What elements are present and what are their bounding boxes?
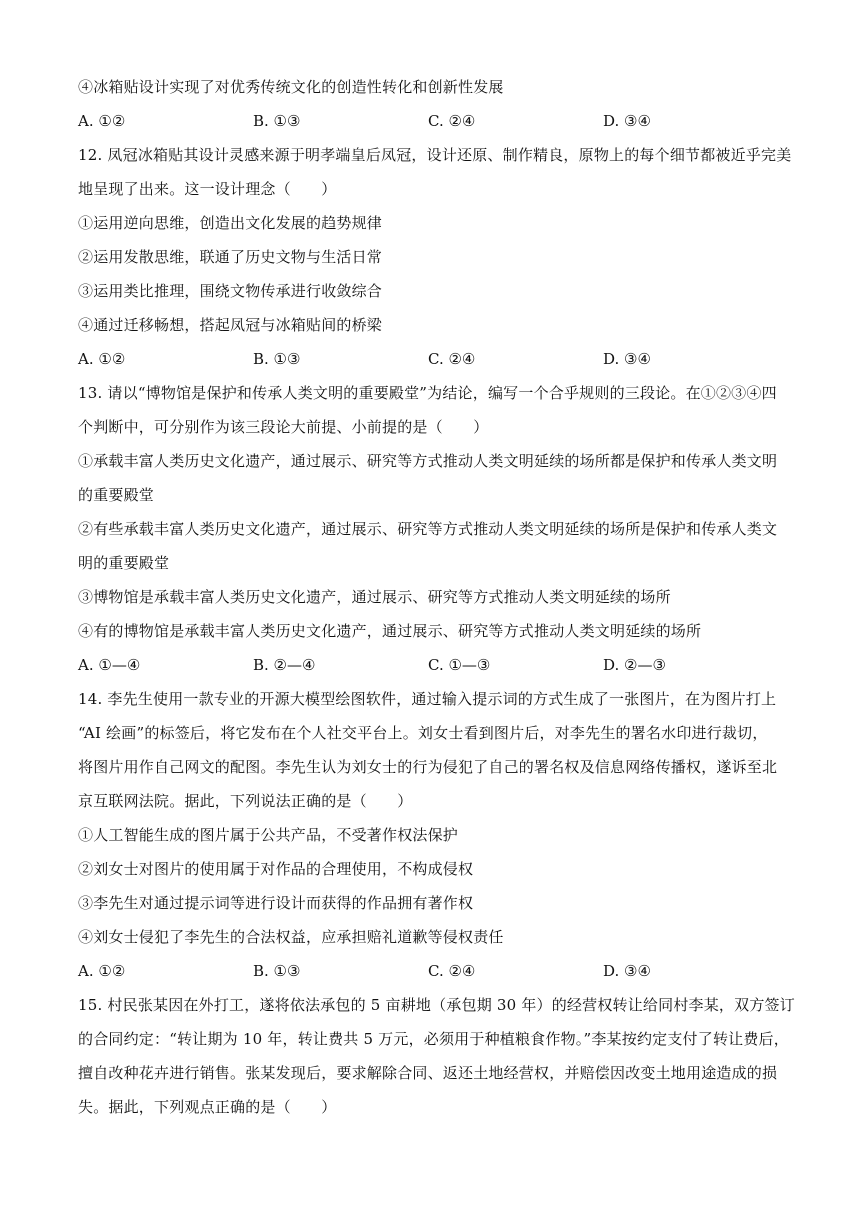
q12-item-4: ④通过迁移畅想，搭起凤冠与冰箱贴间的桥梁 (78, 316, 383, 334)
q13-options (78, 648, 785, 682)
q12-option-b[interactable]: B. ①③ (253, 350, 301, 368)
q13-item-2-line-1: ②有些承载丰富人类历史文化遗产，通过展示、研究等方式推动人类文明延续的场所是保护和传承人类文 (78, 520, 778, 538)
q14-item-2: ②刘女士对图片的使用属于对作品的合理使用，不构成侵权 (78, 860, 474, 878)
q13-option-c[interactable]: C. ①—③ (428, 656, 491, 674)
q12-item-3: ③运用类比推理，围绕文物传承进行收敛综合 (78, 282, 383, 300)
q15-stem-line-4: 失。据此，下列观点正确的是（ ） (78, 1098, 337, 1116)
q13-item-1-line-2: 的重要殿堂 (78, 486, 155, 504)
q13-item-4: ④有的博物馆是承载丰富人类历史文化遗产，通过展示、研究等方式推动人类文明延续的场所 (78, 622, 702, 640)
q11-options (78, 104, 785, 138)
q12-option-d[interactable]: D. ③④ (603, 350, 651, 368)
q14-item-3: ③李先生对通过提示词等进行设计而获得的作品拥有著作权 (78, 894, 474, 912)
q13-stem-line-1: 13. 请以“博物馆是保护和传承人类文明的重要殿堂”为结论，编写一个合乎规则的三段论。在①②③④四 (78, 384, 777, 402)
q13-option-d[interactable]: D. ②—③ (603, 656, 666, 674)
q14-options (78, 954, 785, 988)
q13-item-3: ③博物馆是承载丰富人类历史文化遗产，通过展示、研究等方式推动人类文明延续的场所 (78, 588, 671, 606)
q11-option-b[interactable]: B. ①③ (253, 112, 301, 130)
q12-item-1: ①运用逆向思维，创造出文化发展的趋势规律 (78, 214, 383, 232)
q11-option-d[interactable]: D. ③④ (603, 112, 651, 130)
q13-stem-line-2: 个判断中，可分别作为该三段论大前提、小前提的是（ ） (78, 418, 489, 436)
q14-option-a[interactable]: A. ①② (78, 962, 126, 980)
q11-option-a[interactable]: A. ①② (78, 112, 126, 130)
q13-item-1-line-1: ①承载丰富人类历史文化遗产，通过展示、研究等方式推动人类文明延续的场所都是保护和传承人类文明 (78, 452, 778, 470)
q12-stem-line-2: 地呈现了出来。这一设计理念（ ） (78, 180, 337, 198)
q14-stem-line-4: 京互联网法院。据此，下列说法正确的是（ ） (78, 792, 413, 810)
q11-option-c[interactable]: C. ②④ (428, 112, 476, 130)
q13-item-2-line-2: 明的重要殿堂 (78, 554, 170, 572)
q12-item-2: ②运用发散思维，联通了历史文物与生活日常 (78, 248, 383, 266)
q13-option-a[interactable]: A. ①—④ (78, 656, 141, 674)
q15-stem-line-2: 的合同约定：“转让期为 10 年，转让费共 5 万元，必须用于种植粮食作物。”李某按约定支付了转让费后， (78, 1030, 789, 1048)
q14-stem-line-2: “AI 绘画”的标签后，将它发布在个人社交平台上。刘女士看到图片后，对李先生的署名水印进行裁切， (78, 724, 768, 742)
q12-option-c[interactable]: C. ②④ (428, 350, 476, 368)
q14-option-b[interactable]: B. ①③ (253, 962, 301, 980)
q12-stem-line-1: 12. 凤冠冰箱贴其设计灵感来源于明孝端皇后凤冠，设计还原、制作精良，原物上的每个细节都被近乎完美 (78, 146, 792, 164)
q14-option-c[interactable]: C. ②④ (428, 962, 476, 980)
q11-item-4: ④冰箱贴设计实现了对优秀传统文化的创造性转化和创新性发展 (78, 78, 504, 96)
q14-item-1: ①人工智能生成的图片属于公共产品，不受著作权法保护 (78, 826, 459, 844)
q14-stem-line-3: 将图片用作自己网文的配图。李先生认为刘女士的行为侵犯了自己的署名权及信息网络传播权，遂诉至北 (78, 758, 778, 776)
q15-stem-line-3: 擅自改种花卉进行销售。张某发现后，要求解除合同、返还土地经营权，并赔偿因改变土地用途造成的损 (78, 1064, 778, 1082)
q14-item-4: ④刘女士侵犯了李先生的合法权益，应承担赔礼道歉等侵权责任 (78, 928, 504, 946)
q12-option-a[interactable]: A. ①② (78, 350, 126, 368)
q15-stem-line-1: 15. 村民张某因在外打工，遂将依法承包的 5 亩耕地（承包期 30 年）的经营权转让给同村李某，双方签订 (78, 996, 795, 1014)
q14-stem-line-1: 14. 李先生使用一款专业的开源大模型绘图软件，通过输入提示词的方式生成了一张图片，在为图片打上 (78, 690, 777, 708)
q12-options (78, 342, 785, 376)
q14-option-d[interactable]: D. ③④ (603, 962, 651, 980)
q13-option-b[interactable]: B. ②—④ (253, 656, 316, 674)
